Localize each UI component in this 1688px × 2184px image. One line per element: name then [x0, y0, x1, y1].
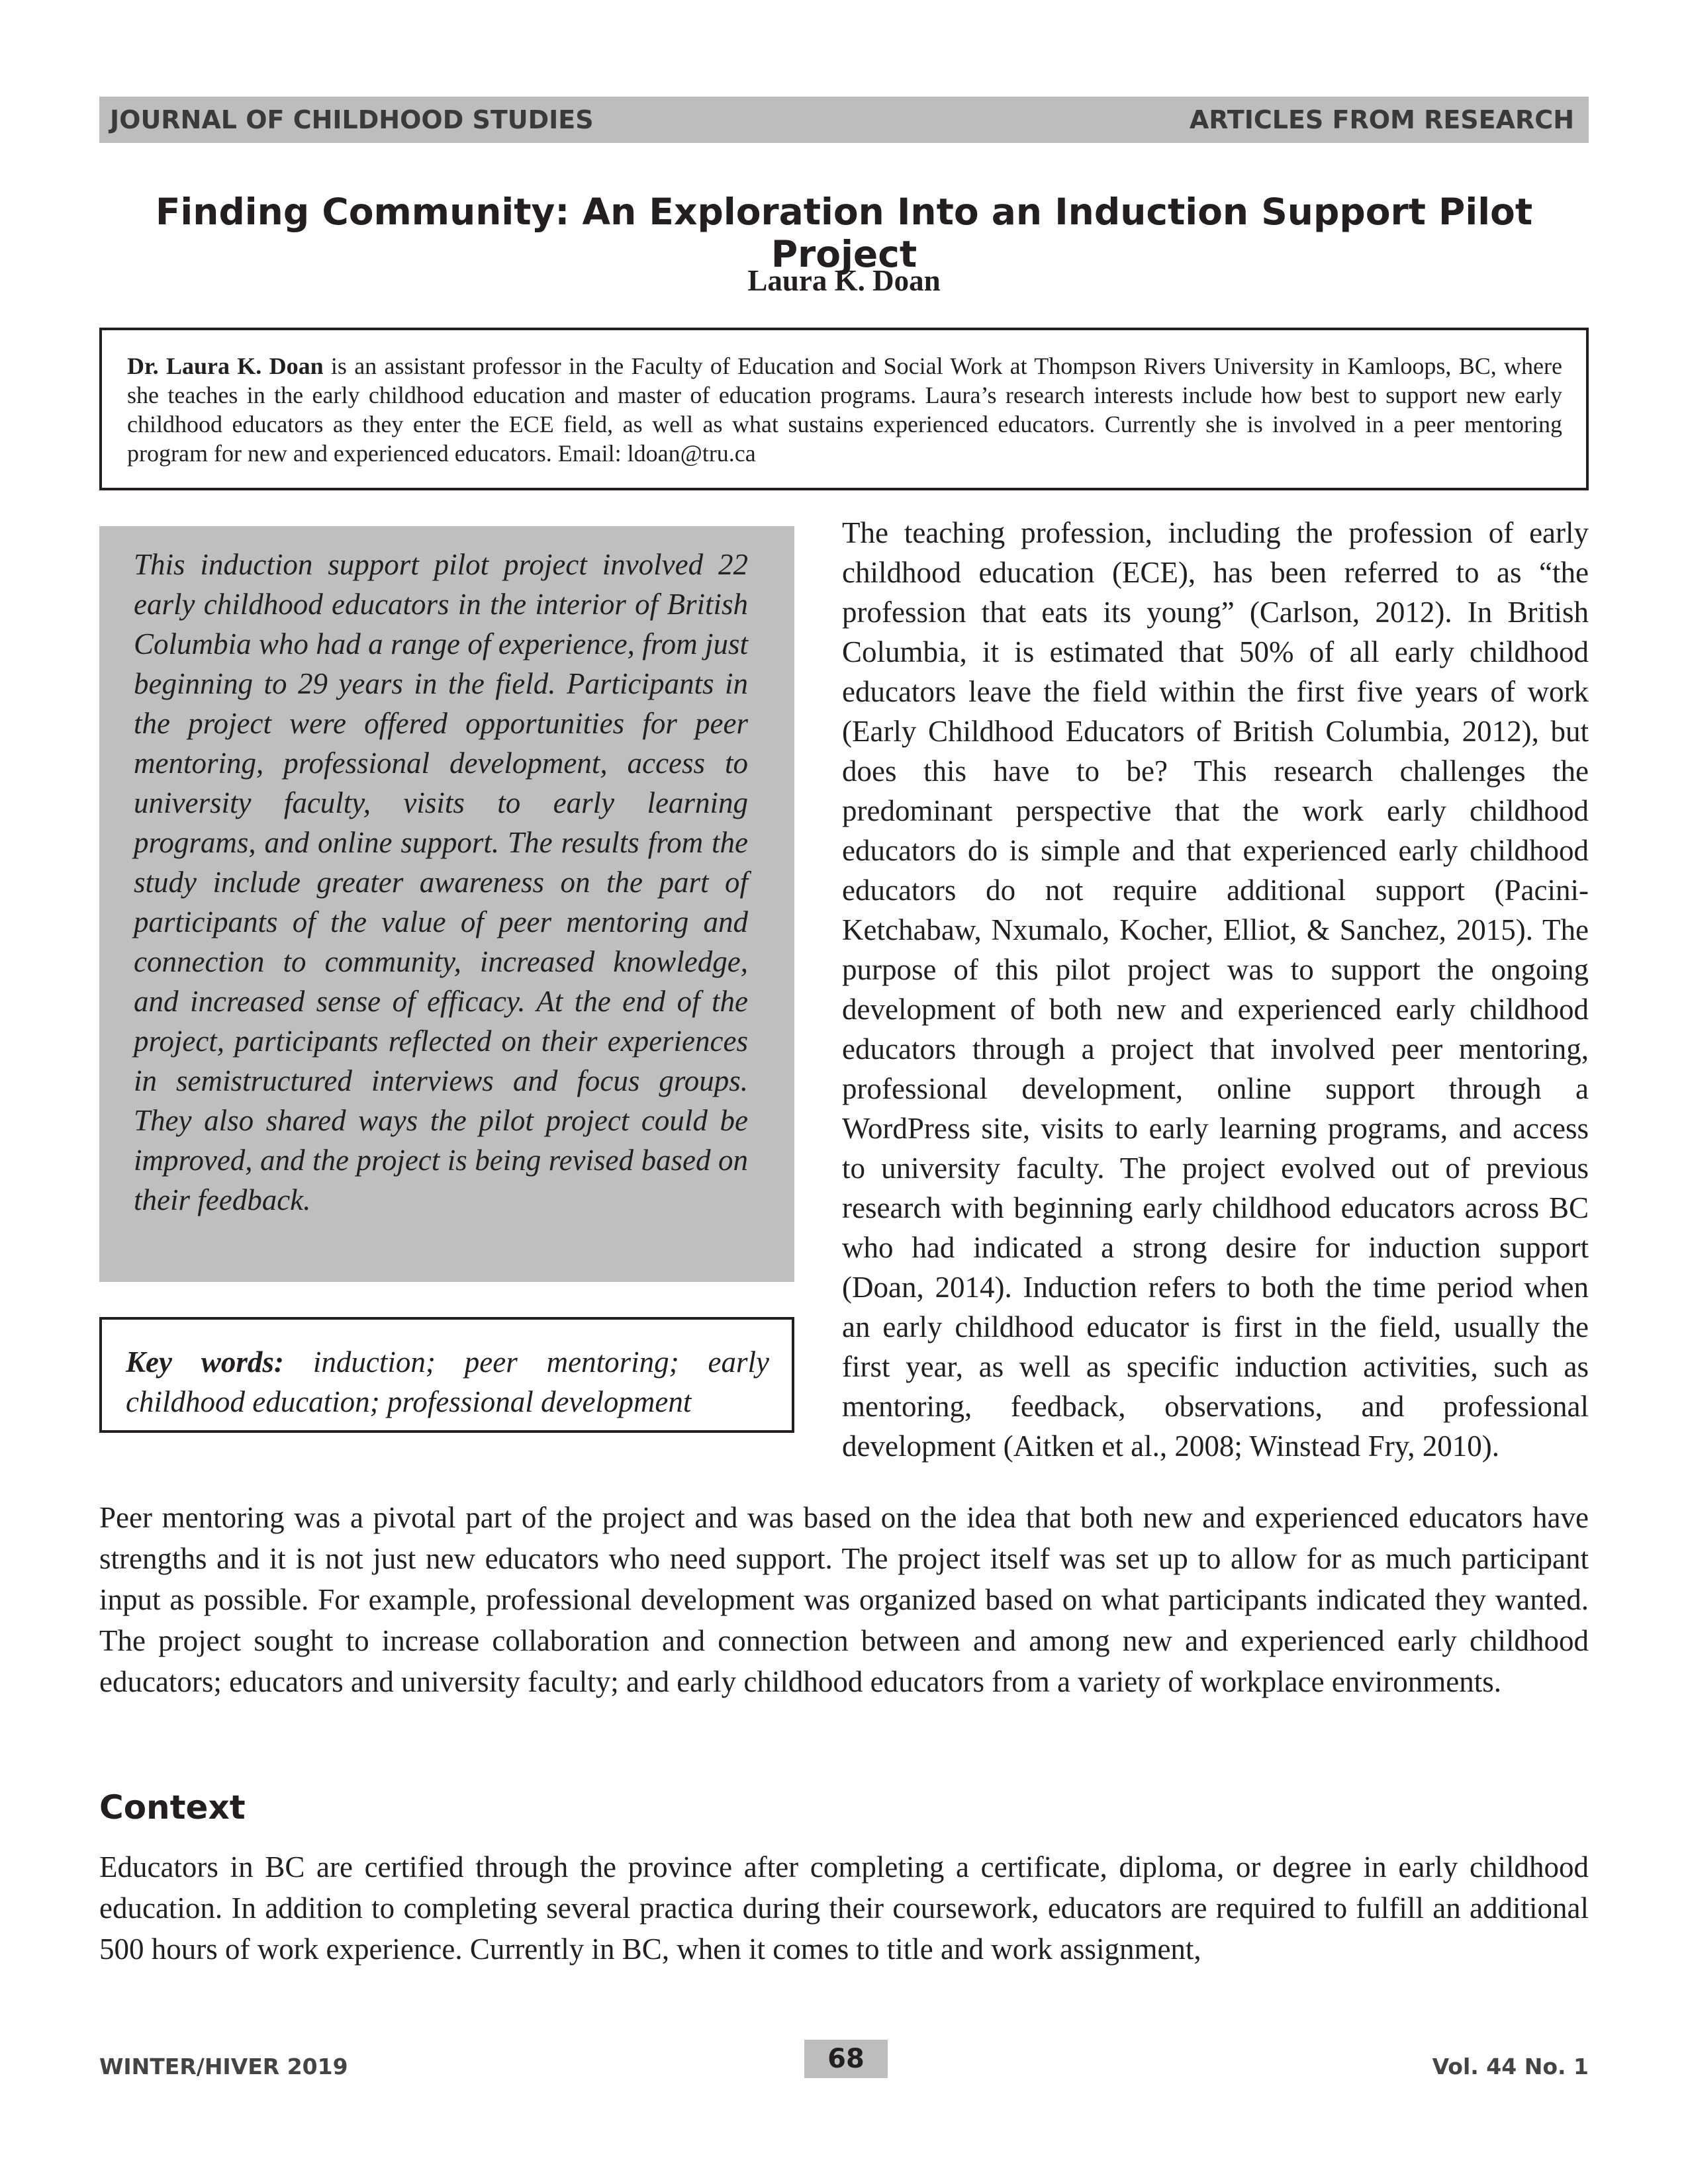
abstract-box — [99, 526, 794, 1282]
bio-name: Dr. Laura K. Doan — [127, 353, 324, 379]
running-header — [99, 97, 1589, 143]
context-heading: Context — [99, 1788, 246, 1827]
keywords-text: induction; peer mentoring; early childhood education; professional development — [126, 1345, 769, 1418]
journal-name: JOURNAL OF CHILDHOOD STUDIES — [110, 105, 594, 134]
abstract-text: This induction support pilot project involved 22 early childhood educators in the interior of British Columbia who had a range of experience, from just beginning to 29 years in the field. Participants in the project were offered opportunities for peer mentoring, professional development, access to university faculty, visits to early learning programs, and online support. The results from the study include greater awareness on the part of participants of the value of peer mentoring and connection to community, increased knowledge, and increased sense of efficacy. At the end of the project, participants reflected on their experiences in semistructured interviews and focus groups. They also shared ways the pilot project could be improved, and the project is being revised based on their feedback. — [134, 548, 748, 1216]
intro-column-text: The teaching profession, including the profession of early childhood education (ECE), has been referred to as “the profession that eats its young” (Carlson, 2012). In British Columbia, it is estimated that 50% of all early childhood educators leave the field within the first five years of work (Early Childhood Educators of British Columbia, 2012), but does this have to be? This research challenges the predominant perspective that the work early childhood educators do is simple and that experienced early childhood educators do not require additional support (Pacini-Ketchabaw, Nxumalo, Kocher, Elliot, & Sanchez, 2015). The purpose of this pilot project was to support the ongoing development of both new and experienced early childhood educators through a project that involved peer mentoring, professional development, online support through a WordPress site, visits to early learning programs, and access to university faculty. The project evolved out of previous research with beginning early childhood educators across BC who had indicated a strong desire for induction support (Doan, 2014). Induction refers to both the time period when an early childhood educator is first in the field, usually the first year, as well as specific induction activities, such as mentoring, feedback, observations, and professional development (Aitken et al., 2008; Winstead Fry, 2010). — [842, 516, 1589, 1463]
context-text: Educators in BC are certified through the province after completing a certificate, diploma, or degree in early childhood education. In addition to completing several practica during their coursework, educators are required to fulfill an additional 500 hours of work experience. Currently in BC, when it comes to title and work assignment, — [99, 1850, 1589, 1966]
footer-issue: WINTER/HIVER 2019 — [99, 2054, 348, 2079]
footer-volume: Vol. 44 No. 1 — [1432, 2054, 1589, 2079]
keywords-label: Key words: — [126, 1345, 284, 1379]
bio-text: is an assistant professor in the Faculty of Education and Social Work at Thompson Rivers University in Kamloops, BC, where she teaches in the early childhood education and master of education programs. Laura’s research interests include how best to support new early childhood educators as they enter the ECE field, as well as what sustains experienced educators. Currently she is involved in a peer mentoring program for new and experienced educators. Email: ldoan@tru.ca — [127, 353, 1562, 467]
page-number: 68 — [804, 2040, 888, 2078]
section-name: ARTICLES FROM RESEARCH — [1189, 105, 1574, 134]
keywords-box — [99, 1317, 794, 1433]
article-author: Laura K. Doan — [747, 264, 941, 297]
article-title: Finding Community: An Exploration Into an Induction Support Pilot Project — [155, 191, 1533, 275]
author-bio-box — [99, 328, 1589, 490]
intro-full-width-text: Peer mentoring was a pivotal part of the project and was based on the idea that both new and experienced educators have strengths and it is not just new educators who need support. The project itself was set up to allow for as much participant input as possible. For example, professional development was organized based on what participants indicated they wanted. The project sought to increase collaboration and connection between and among new and experienced early childhood educators; educators and university faculty; and early childhood educators from a variety of workplace environments. — [99, 1501, 1589, 1698]
